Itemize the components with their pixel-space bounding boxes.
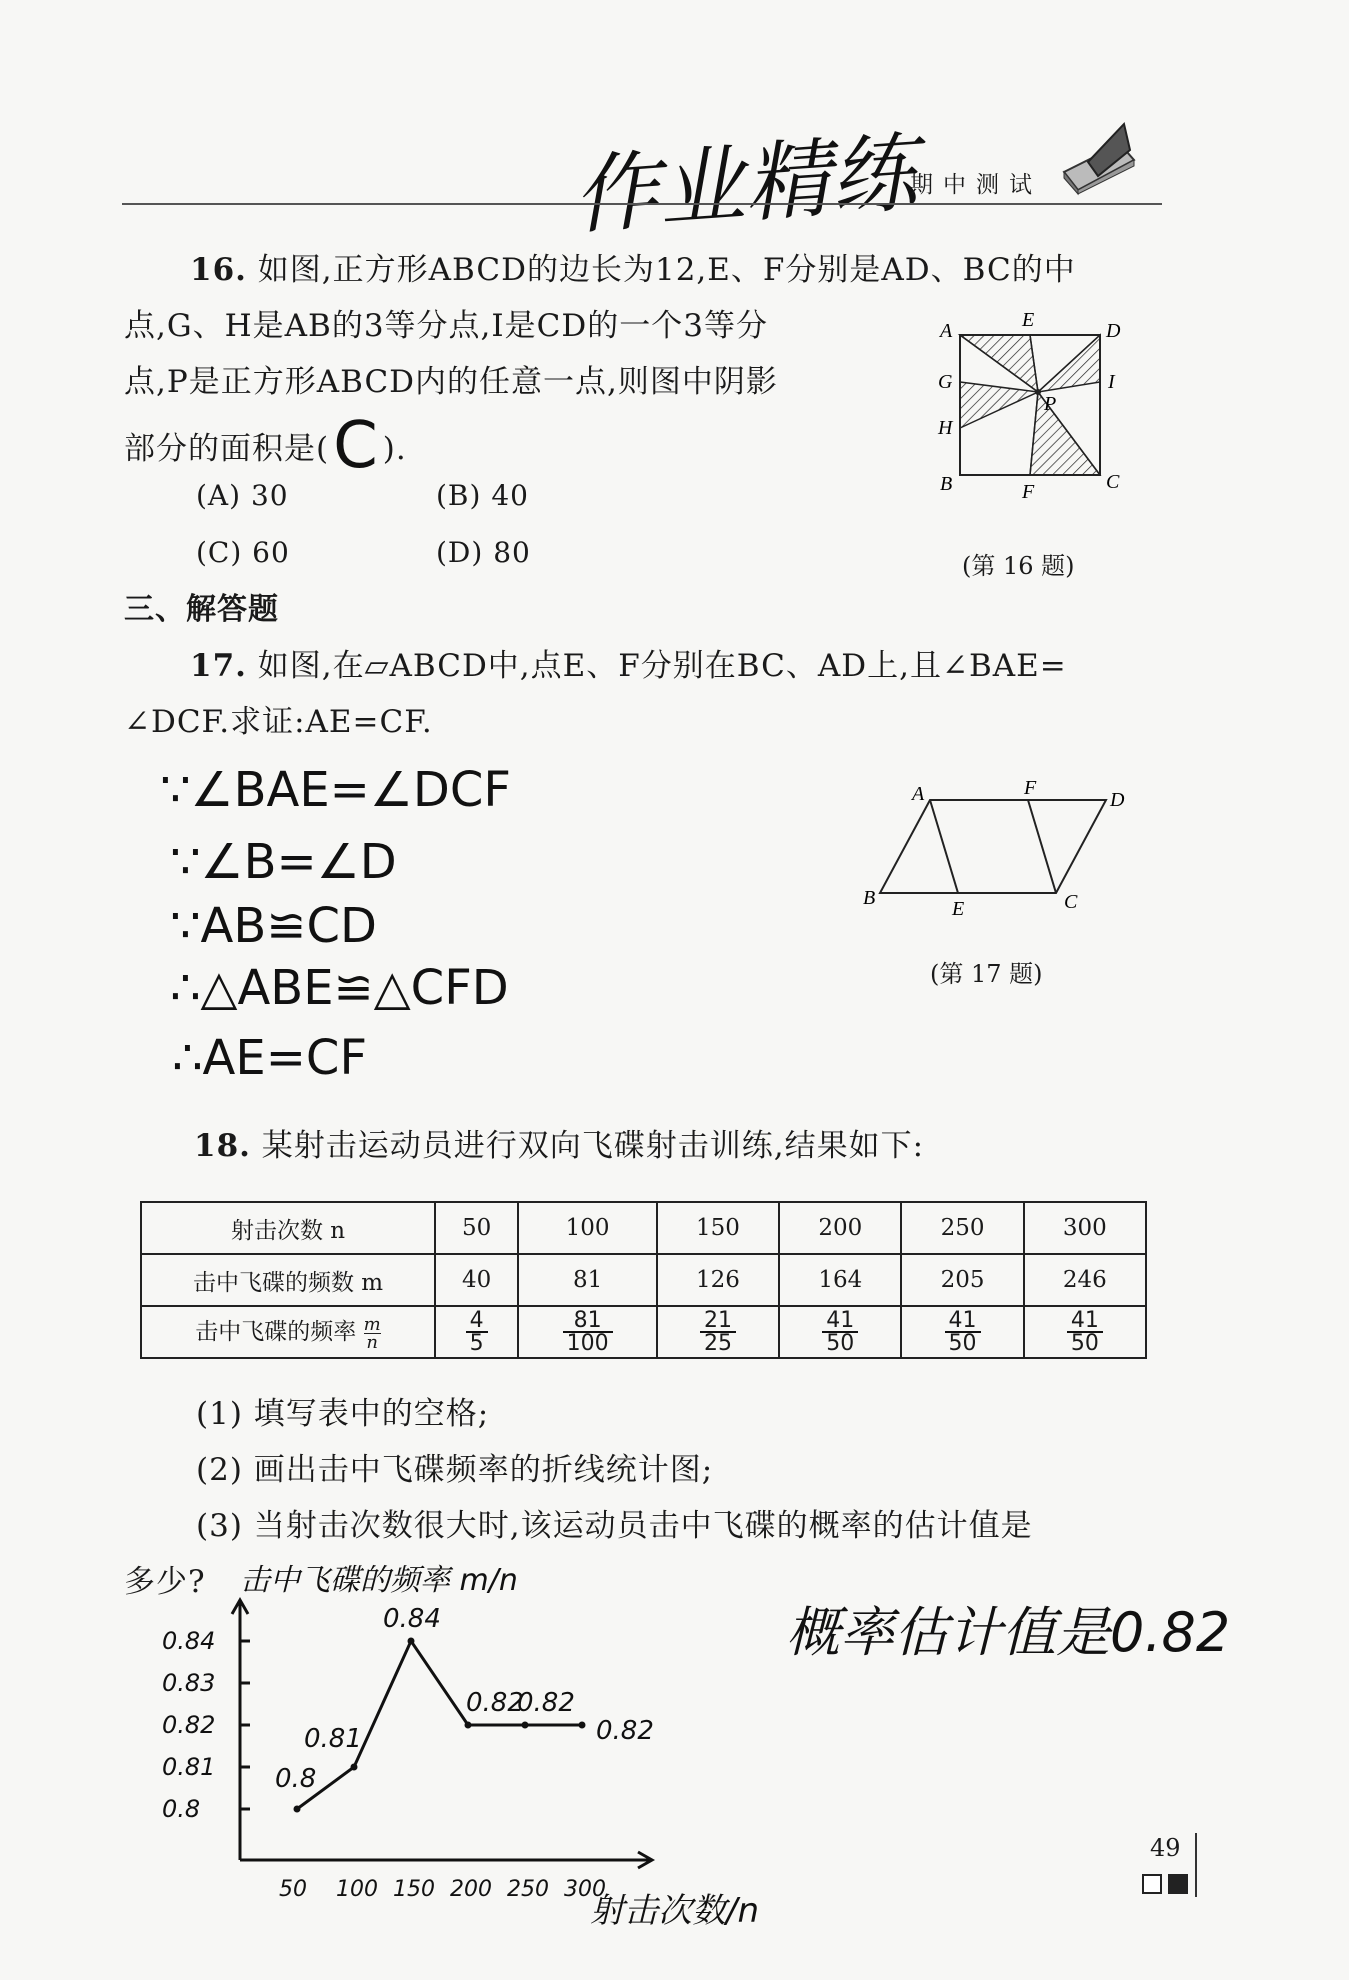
table-row3-fraction xyxy=(363,1313,381,1353)
table-cell: 164 xyxy=(779,1254,901,1306)
freq-fraction xyxy=(563,1310,613,1354)
q17-label-b: B xyxy=(863,887,876,909)
freq-den: 50 xyxy=(948,1331,977,1356)
q16-option-c: (C) 60 xyxy=(196,536,290,569)
q18-table xyxy=(140,1201,1147,1359)
table-cell xyxy=(1024,1306,1146,1358)
table-cell: 205 xyxy=(901,1254,1023,1306)
graph-y-tick-label: 0.84 xyxy=(162,1627,216,1655)
q16-text-line2: 点,G、H是AB的3等分点,I是CD的一个3等分 xyxy=(124,308,768,344)
table-cell xyxy=(435,1306,518,1358)
q16-text-line4-suffix: ). xyxy=(382,431,407,467)
freq-den: 25 xyxy=(703,1331,732,1356)
q16-option-a: (A) 30 xyxy=(196,479,289,512)
table-cell: 40 xyxy=(435,1254,518,1306)
graph-x-tick-label: 200 xyxy=(450,1877,492,1902)
q17-caption: (第 17 题) xyxy=(930,960,1043,988)
footer-square-filled xyxy=(1168,1874,1188,1894)
q17-text-line1: 如图,在▱ABCD中,点E、F分别在BC、AD上,且∠BAE= xyxy=(257,648,1067,684)
graph-y-title: 击中飞碟的频率 m/n xyxy=(240,1563,518,1598)
q17-figure xyxy=(858,778,1138,918)
graph-data-point xyxy=(522,1722,529,1729)
graph-y-tick-label: 0.8 xyxy=(162,1795,201,1823)
graph-x-tick-label: 100 xyxy=(336,1877,378,1902)
freq-fraction xyxy=(700,1310,736,1354)
graph-x-tick-label: 50 xyxy=(279,1877,307,1902)
q16-label-i: I xyxy=(1108,371,1115,393)
graph-point-label: 0.82 xyxy=(596,1716,654,1746)
table-row xyxy=(141,1254,1146,1306)
q18-part1: (1) 填写表中的空格; xyxy=(196,1396,490,1432)
table-cell: 81 xyxy=(518,1254,657,1306)
graph-x-ticks xyxy=(279,1877,606,1902)
table-cell: 126 xyxy=(657,1254,779,1306)
table-cell: 246 xyxy=(1024,1254,1146,1306)
table-row1-label: 射击次数 n xyxy=(141,1202,435,1254)
graph-data-point xyxy=(351,1764,358,1771)
header-section-label: 期中测试 xyxy=(910,172,1042,198)
q17-label-d: D xyxy=(1110,789,1125,811)
freq-num: 21 xyxy=(700,1310,736,1333)
q16-option-b: (B) 40 xyxy=(436,479,529,512)
table-cell: 200 xyxy=(779,1202,901,1254)
q17-label-f: F xyxy=(1024,778,1037,799)
q17-proof-line3: ∵AB≌CD xyxy=(170,898,377,954)
freq-den: 100 xyxy=(566,1331,609,1356)
freq-den: 50 xyxy=(1070,1331,1099,1356)
graph-x-tick-label: 250 xyxy=(507,1877,549,1902)
q17-proof-line5: ∴AE=CF xyxy=(172,1030,368,1086)
q16-text-line3: 点,P是正方形ABCD内的任意一点,则图中阴影 xyxy=(124,364,778,400)
graph-data-point xyxy=(579,1722,586,1729)
q17-proof-line2: ∵∠B=∠D xyxy=(170,834,397,890)
freq-fraction xyxy=(466,1310,488,1354)
graph-x-tick-label: 150 xyxy=(393,1877,435,1902)
freq-num: 41 xyxy=(945,1310,981,1333)
q16-line1 xyxy=(190,242,1076,298)
q18-part2: (2) 画出击中飞碟频率的折线统计图; xyxy=(196,1452,714,1488)
graph-x-title: 射击次数/n xyxy=(590,1891,760,1931)
graph-y-tick-label: 0.83 xyxy=(162,1669,216,1697)
q16-shaded-f-c xyxy=(1030,392,1100,475)
q16-shaded-g-h xyxy=(960,382,1038,428)
freq-fraction xyxy=(1067,1310,1103,1354)
page-number: 49 xyxy=(1150,1834,1181,1862)
graph-y-ticks xyxy=(162,1627,250,1823)
graph-data-point xyxy=(294,1806,301,1813)
freq-num: 4 xyxy=(466,1310,488,1333)
table-row3-frac-den: n xyxy=(366,1331,378,1353)
section3-title: 三、解答题 xyxy=(124,592,279,627)
graph-y-tick-label: 0.82 xyxy=(162,1711,216,1739)
q16-label-e: E xyxy=(1022,309,1035,331)
q17-proof-line1: ∵∠BAE=∠DCF xyxy=(160,762,511,818)
freq-fraction xyxy=(822,1310,858,1354)
table-cell: 300 xyxy=(1024,1202,1146,1254)
graph-y-tick-label: 0.81 xyxy=(162,1753,216,1781)
q17-number: 17. xyxy=(190,648,247,684)
freq-fraction xyxy=(945,1310,981,1354)
q17-line1 xyxy=(190,638,1067,694)
graph-data-point xyxy=(408,1638,415,1645)
table-cell: 50 xyxy=(435,1202,518,1254)
q16-label-p: P xyxy=(1044,393,1057,415)
q18-part3-tail: 多少? xyxy=(124,1564,206,1600)
freq-num: 41 xyxy=(822,1310,858,1333)
q17-text-line2: ∠DCF.求证:AE=CF. xyxy=(124,704,433,740)
header-handwritten-title: 作业精练 xyxy=(569,123,920,247)
q16-figure xyxy=(920,300,1130,510)
q16-text-line1: 如图,正方形ABCD的边长为12,E、F分别是AD、BC的中 xyxy=(257,252,1076,288)
graph-point-label: 0.82 xyxy=(517,1688,575,1718)
q16-label-c: C xyxy=(1106,471,1120,493)
table-row xyxy=(141,1202,1146,1254)
freq-den: 50 xyxy=(826,1331,855,1356)
header-rule xyxy=(122,203,1162,205)
q17-label-a: A xyxy=(912,783,925,805)
table-cell xyxy=(901,1306,1023,1358)
freq-num: 41 xyxy=(1067,1310,1103,1333)
table-cell xyxy=(657,1306,779,1358)
q16-label-a: A xyxy=(940,320,953,342)
q16-label-f: F xyxy=(1022,481,1035,503)
q18-answer: 概率估计值是0.82 xyxy=(786,1601,1231,1664)
freq-den: 5 xyxy=(469,1331,484,1356)
table-row xyxy=(141,1306,1146,1358)
q18-part3: (3) 当射击次数很大时,该运动员击中飞碟的概率的估计值是 xyxy=(196,1508,1033,1544)
q16-caption: (第 16 题) xyxy=(962,552,1075,580)
table-row3-label: 击中飞碟的频率 xyxy=(195,1319,357,1346)
table-row3-label-cell xyxy=(141,1306,435,1358)
table-cell xyxy=(518,1306,657,1358)
footer-square-outline xyxy=(1142,1874,1162,1894)
table-row3-frac-num: m xyxy=(363,1313,381,1335)
q18-intro: 某射击运动员进行双向飞碟射击训练,结果如下: xyxy=(261,1128,925,1164)
q16-number: 16. xyxy=(190,252,247,288)
q16-label-h: H xyxy=(938,417,953,439)
book-icon xyxy=(1058,120,1138,198)
q18-line-graph xyxy=(150,1560,810,1940)
table-row2-label: 击中飞碟的频数 m xyxy=(141,1254,435,1306)
q16-answer: C xyxy=(333,409,379,483)
footer-rule xyxy=(1195,1833,1197,1897)
q17-parallelogram xyxy=(880,800,1106,893)
q17-proof-line4: ∴△ABE≌△CFD xyxy=(170,960,509,1016)
q16-label-g: G xyxy=(938,371,953,393)
graph-point-label: 0.82 xyxy=(466,1688,524,1718)
freq-num: 81 xyxy=(563,1310,613,1333)
graph-points xyxy=(275,1604,654,1813)
table-cell: 150 xyxy=(657,1202,779,1254)
table-cell: 100 xyxy=(518,1202,657,1254)
q16-line4 xyxy=(124,409,407,483)
q17-label-c: C xyxy=(1064,891,1078,913)
q16-text-line4-prefix: 部分的面积是( xyxy=(124,431,330,467)
graph-data-point xyxy=(465,1722,472,1729)
graph-point-label: 0.81 xyxy=(304,1724,362,1754)
table-cell: 250 xyxy=(901,1202,1023,1254)
graph-point-label: 0.8 xyxy=(275,1764,317,1794)
q18-line1 xyxy=(194,1118,924,1174)
table-cell xyxy=(779,1306,901,1358)
q16-label-b: B xyxy=(940,473,953,495)
graph-x-tick-label: 300 xyxy=(564,1877,606,1902)
q17-label-e: E xyxy=(952,898,965,918)
q18-number: 18. xyxy=(194,1128,251,1164)
q16-option-d: (D) 80 xyxy=(436,536,531,569)
graph-point-label: 0.84 xyxy=(383,1604,441,1634)
q16-label-d: D xyxy=(1106,320,1121,342)
